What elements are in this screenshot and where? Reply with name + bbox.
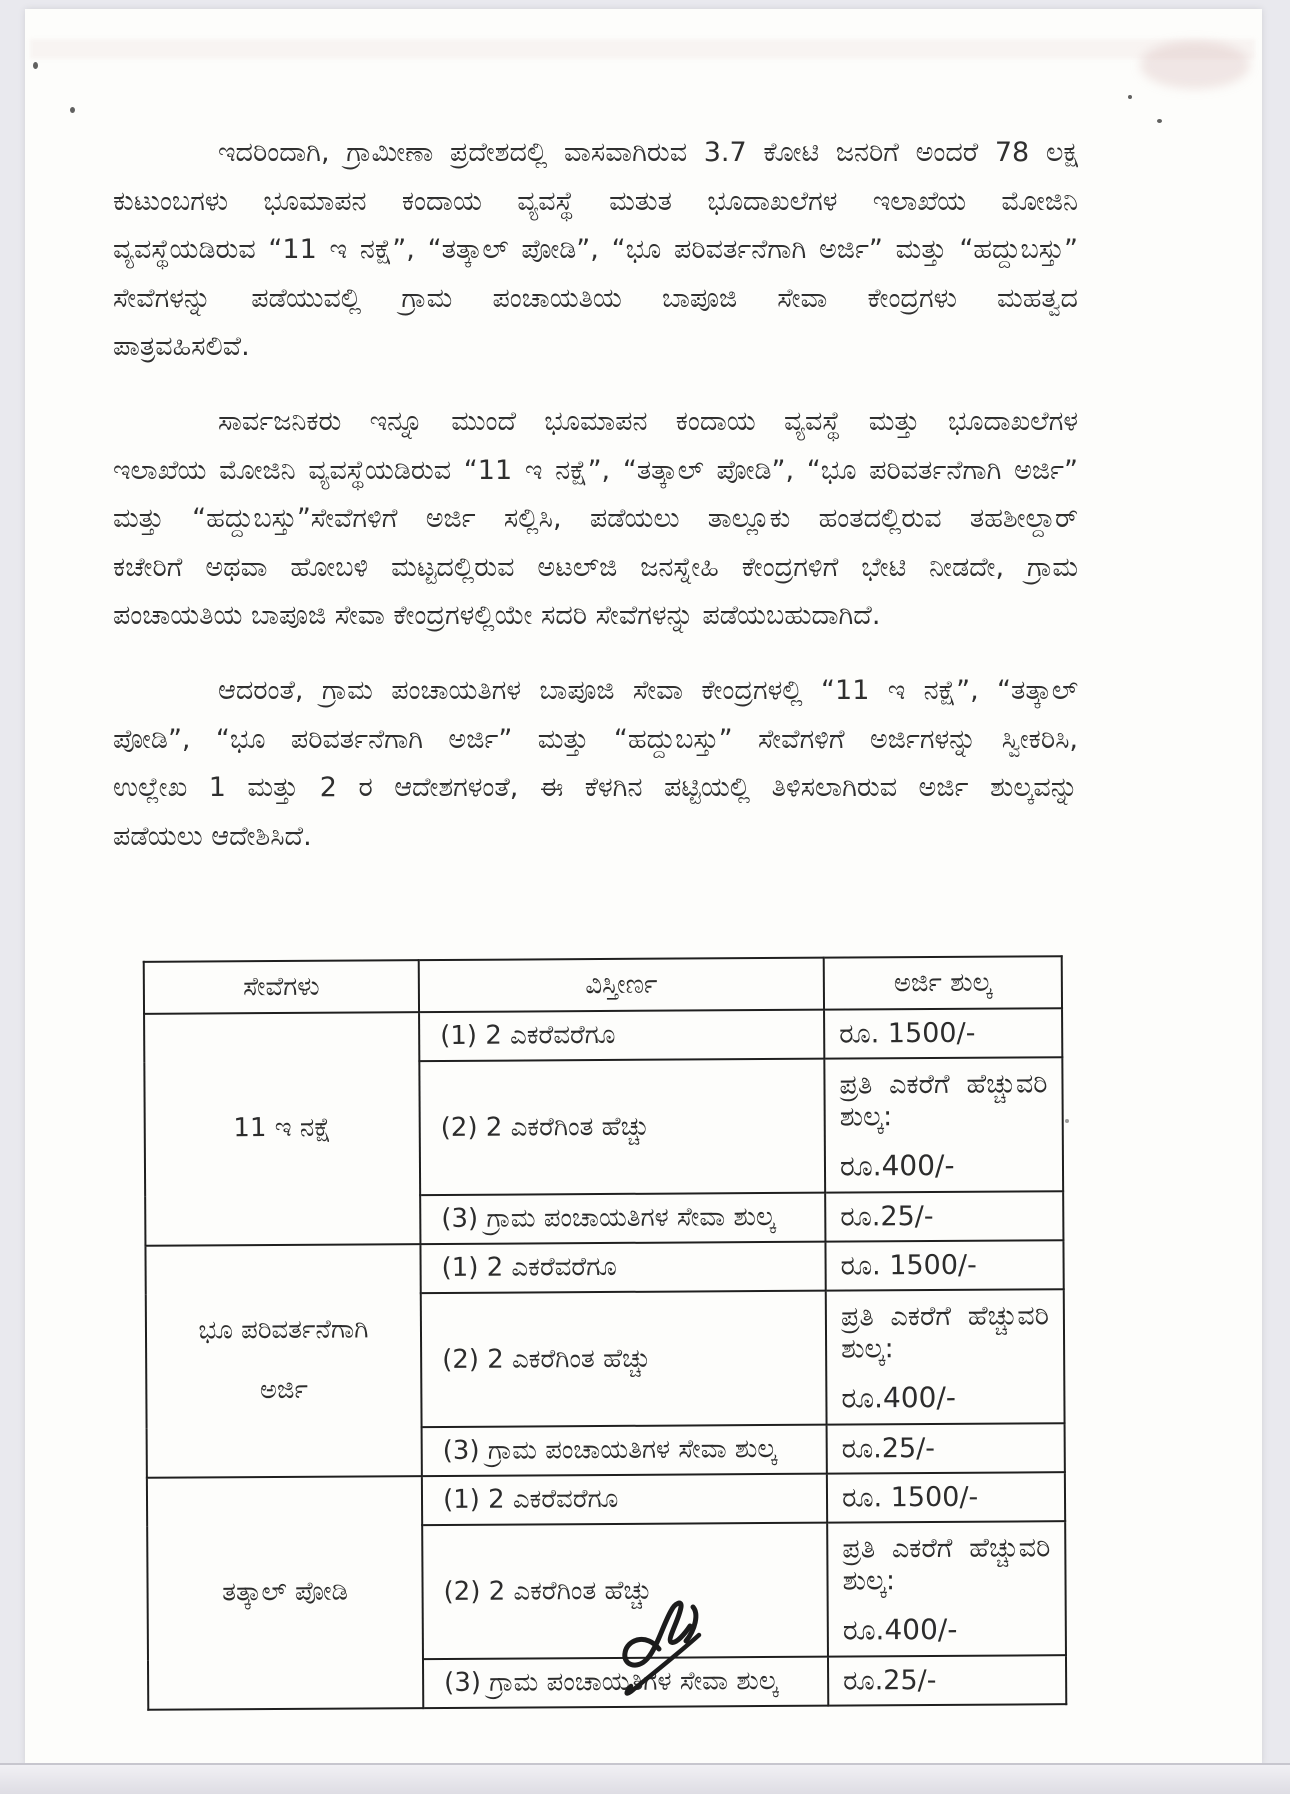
fee-cell: ರೂ.25/- [825,1191,1063,1241]
service-cell: ತತ್ಕಾಲ್ ಪೋಡಿ [147,1476,423,1710]
paragraph-2 [113,398,1078,641]
text-line: ಪಂಚಾಯತಿಯ ಬಾಪೂಜಿ ಸೇವಾ ಕೇಂದ್ರಗಳಲ್ಲಿಯೇ ಸದರಿ ಸೇವೆಗಳನ್ನು ಪಡೆಯಬಹುದಾಗಿದೆ. [113,600,881,632]
service-cell: 11 ಇ ನಕ್ಷೆ [144,1012,420,1246]
text-line: ಪೋಡಿ”, “ಭೂ ಪರಿವರ್ತನೆಗಾಗಿ ಅರ್ಜಿ” ಮತ್ತು “ಹದ್ದುಬಸ್ತು” ಸೇವೆಗಳಿಗೆ ಅರ್ಜಿಗಳನ್ನು ಸ್ವೀಕರಿಸಿ, [113,723,1078,755]
handwritten-signature [595,1595,755,1711]
fee-cell [826,1289,1065,1424]
fee-note: ಪ್ರತಿ ಎಕರೆಗೆ ಹೆಚ್ಚುವರಿ ಶುಲ್ಕ: [842,1532,1051,1597]
area-cell: (2) 2 ಎಕರೆಗಿಂತ ಹೆಚ್ಚು [421,1291,827,1427]
fee-note: ಪ್ರತಿ ಎಕರೆಗೆ ಹೆಚ್ಚುವರಿ ಶುಲ್ಕ: [839,1068,1048,1133]
text-line: ಪಾತ್ರವಹಿಸಲಿವೆ. [113,331,250,363]
column-header-area: ವಿಸ್ತೀರ್ಣ [419,958,824,1012]
scan-bottom-edge [0,1763,1290,1794]
fee-note: ಪ್ರತಿ ಎಕರೆಗೆ ಹೆಚ್ಚುವರಿ ಶುಲ್ಕ: [840,1300,1049,1365]
column-header-services: ಸೇವೆಗಳು [144,960,419,1014]
document-body [113,129,1078,887]
paper-sheet [25,9,1262,1765]
fee-cell: ರೂ.25/- [828,1655,1066,1705]
fee-cell: ರೂ.25/- [827,1423,1065,1473]
text-line: ವ್ಯವಸ್ಥೆಯಡಿರುವ “11 ಇ ನಕ್ಷೆ”, “ತತ್ಕಾಲ್ ಪೋಡಿ”, “ಭೂ ಪರಿವರ್ತನೆಗಾಗಿ ಅರ್ಜಿ” ಮತ್ತು “ಹದ್ದುಬಸ್ತು” [113,234,1078,266]
text-line: ಸೇವೆಗಳನ್ನು ಪಡೆಯುವಲ್ಲಿ ಗ್ರಾಮ ಪಂಚಾಯತಿಯ ಬಾಪೂಜಿ ಸೇವಾ ಕೇಂದ್ರಗಳು ಮಹತ್ವದ [113,282,1078,314]
paragraph-1 [113,129,1078,372]
column-header-fee: ಅರ್ಜಿ ಶುಲ್ಕ [824,956,1062,1009]
table-row [144,1008,1062,1063]
scan-speck [1157,119,1162,123]
area-cell: (3) ಗ್ರಾಮ ಪಂಚಾಯತಿಗಳ ಸೇವಾ ಶುಲ್ಕ [423,1657,828,1708]
scan-speck [33,62,38,69]
table-row [147,1472,1065,1527]
fee-amount: ರೂ.400/- [842,1612,958,1647]
area-cell: (2) 2 ಎಕರೆಗಿಂತ ಹೆಚ್ಚು [422,1523,828,1659]
scan-smudge-blob [1140,41,1250,89]
fee-cell [824,1057,1063,1192]
text-line: ಇಲಾಖೆಯ ಮೋಜಿನಿ ವ್ಯವಸ್ಥೆಯಡಿರುವ “11 ಇ ನಕ್ಷೆ”, “ತತ್ಕಾಲ್ ಪೋಡಿ”, “ಭೂ ಪರಿವರ್ತನೆಗಾಗಿ ಅರ್ಜಿ” [113,454,1078,486]
area-cell: (3) ಗ್ರಾಮ ಪಂಚಾಯತಿಗಳ ಸೇವಾ ಶುಲ್ಕ [422,1425,827,1476]
area-cell: (3) ಗ್ರಾಮ ಪಂಚಾಯತಿಗಳ ಸೇವಾ ಶುಲ್ಕ [420,1193,825,1244]
scan-speck [70,107,75,113]
text-line: ಸಾರ್ವಜನಿಕರು ಇನ್ನೂ ಮುಂದೆ ಭೂಮಾಪನ ಕಂದಾಯ ವ್ಯವಸ್ಥೆ ಮತ್ತು ಭೂದಾಖಲೆಗಳ [218,405,1078,437]
area-cell: (1) 2 ಎಕರೆವರೆಗೂ [420,1242,825,1293]
area-cell: (2) 2 ಎಕರೆಗಿಂತ ಹೆಚ್ಚು [419,1059,825,1195]
scan-speck [1128,95,1132,99]
fee-amount: ರೂ.400/- [839,1148,955,1183]
paragraph-3 [113,667,1078,861]
table-header-row [144,956,1062,1014]
fee-cell: ರೂ. 1500/- [825,1240,1063,1290]
fee-cell: ರೂ. 1500/- [827,1472,1065,1522]
fee-cell [827,1521,1066,1656]
text-line: ಮತ್ತು “ಹದ್ದುಬಸ್ತು”ಸೇವೆಗಳಿಗೆ ಅರ್ಜಿ ಸಲ್ಲಿಸಿ, ಪಡೆಯಲು ತಾಲ್ಲೂಕು ಹಂತದಲ್ಲಿರುವ ತಹಶೀಲ್ದಾರ್ [113,503,1078,535]
table-row [145,1240,1063,1295]
text-line: ಕುಟುಂಬಗಳು ಭೂಮಾಪನ ಕಂದಾಯ ವ್ಯವಸ್ಥೆ ಮತುತ ಭೂದಾಖಲೆಗಳ ಇಲಾಖೆಯ ಮೋಜಿನಿ [113,185,1078,217]
text-line: ಉಲ್ಲೇಖ 1 ಮತ್ತು 2 ರ ಆದೇಶಗಳಂತೆ, ಈ ಕೆಳಗಿನ ಪಟ್ಟಿಯಲ್ಲಿ ತಿಳಿಸಲಾಗಿರುವ ಅರ್ಜಿ ಶುಲ್ಕವನ್ನು [113,772,1078,804]
text-line: ಕಚೇರಿಗೆ ಅಥವಾ ಹೋಬಳಿ ಮಟ್ಟದಲ್ಲಿರುವ ಅಟಲ್‌ಜಿ ಜನಸ್ನೇಹಿ ಕೇಂದ್ರಗಳಿಗೆ ಭೇಟಿ ನೀಡದೇ, ಗ್ರಾಮ [113,551,1078,583]
text-line: ಆದರಂತೆ, ಗ್ರಾಮ ಪಂಚಾಯತಿಗಳ ಬಾಪೂಜಿ ಸೇವಾ ಕೇಂದ್ರಗಳಲ್ಲಿ “11 ಇ ನಕ್ಷೆ”, “ತತ್ಕಾಲ್ [218,674,1078,706]
area-cell: (1) 2 ಎಕರೆವರೆಗೂ [419,1010,824,1061]
fee-cell: ರೂ. 1500/- [824,1008,1062,1058]
fee-amount: ರೂ.400/- [841,1380,957,1415]
service-cell: ಭೂ ಪರಿವರ್ತನೆಗಾಗಿ ಅರ್ಜಿ [145,1244,421,1478]
text-line: ಪಡೆಯಲು ಆದೇಶಿಸಿದೆ. [113,820,312,852]
area-cell: (1) 2 ಎಕರೆವರೆಗೂ [422,1474,827,1525]
text-line: ಇದರಿಂದಾಗಿ, ಗ್ರಾಮೀಣಾ ಪ್ರದೇಶದಲ್ಲಿ ವಾಸವಾಗಿರುವ 3.7 ಕೋಟಿ ಜನರಿಗೆ ಅಂದರೆ 78 ಲಕ್ಷ [218,137,1078,168]
scan-smudge-band [30,39,1255,59]
scan-speck [1065,1119,1069,1123]
signature-scribble [595,1595,755,1707]
